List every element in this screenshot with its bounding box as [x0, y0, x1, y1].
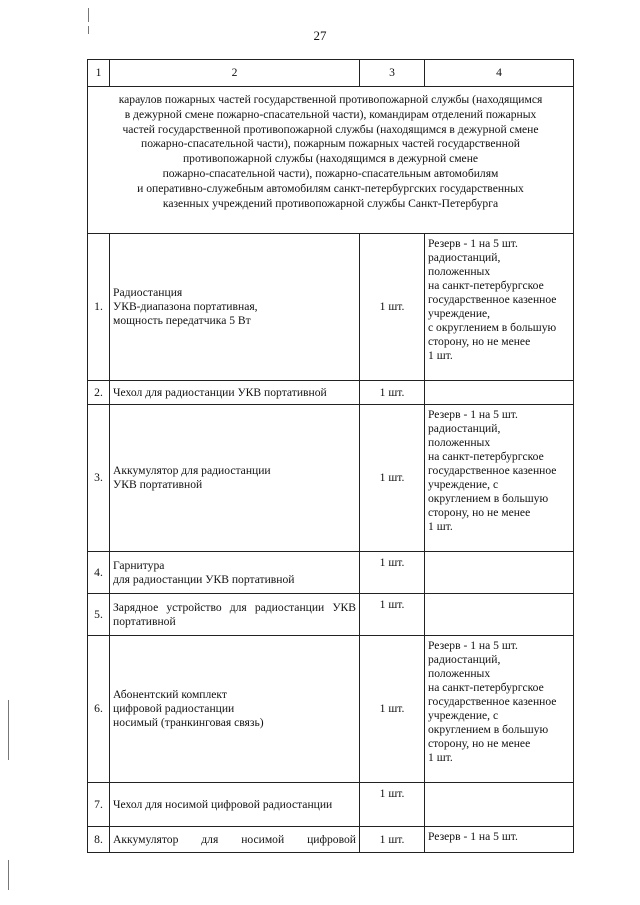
table-header-row — [88, 60, 574, 87]
table-row — [88, 827, 574, 853]
item-note — [425, 552, 574, 594]
table-row — [88, 636, 574, 783]
item-name: Радиостанция УКВ-диапазона портативная, мощность передатчика 5 Вт — [110, 234, 360, 381]
table-row — [88, 783, 574, 827]
row-number: 7. — [88, 783, 110, 827]
column-header: 4 — [425, 60, 574, 87]
item-note: Резерв - 1 на 5 шт. радиостанций, положенных на санкт-петербургское государственное казенное учреждение, с округлением в большую сторону, но не менее 1 шт. — [425, 636, 574, 783]
item-note — [425, 594, 574, 636]
column-header: 2 — [110, 60, 360, 87]
section-title-row — [88, 87, 574, 234]
row-number: 8. — [88, 827, 110, 853]
item-name: Абонентский комплект цифровой радиостанции носимый (транкинговая связь) — [110, 636, 360, 783]
row-number: 1. — [88, 234, 110, 381]
item-quantity: 1 шт. — [360, 594, 425, 636]
margin-mark — [88, 8, 89, 22]
item-name: Чехол для носимой цифровой радиостанции — [110, 783, 360, 827]
item-name: Аккумулятор для носимой цифровой — [110, 827, 360, 853]
item-note: Резерв - 1 на 5 шт. — [425, 827, 574, 853]
page-number: 27 — [313, 28, 327, 43]
table-row — [88, 405, 574, 552]
item-quantity: 1 шт. — [360, 636, 425, 783]
item-quantity: 1 шт. — [360, 234, 425, 381]
item-note: Резерв - 1 на 5 шт. радиостанций, положенных на санкт-петербургское государственное казенное учреждение, с округлением в большую сторону, но не менее 1 шт. — [425, 234, 574, 381]
row-number: 5. — [88, 594, 110, 636]
table-row — [88, 234, 574, 381]
equipment-table — [87, 59, 574, 853]
row-number: 3. — [88, 405, 110, 552]
section-title: караулов пожарных частей государственной противопожарной службы (находящимся в дежурной смене пожарно-спасательной части), командирам отделений пожарных частей государственной противопожарной службы (находящимся в дежурной смене пожарно-спасательной части), пожарным пожарных частей государственной противопожарной службы (находящимся в дежурной смене пожарно-спасательной части), пожарно-спасательным автомобилям и оперативно-служебным автомобилям санкт-петербургских государственных казенных учреждений противопожарной службы Санкт-Петербурга — [88, 87, 574, 234]
item-quantity: 1 шт. — [360, 552, 425, 594]
item-quantity: 1 шт. — [360, 827, 425, 853]
item-name: Зарядное устройство для радиостанции УКВ портативной — [110, 594, 360, 636]
item-note — [425, 381, 574, 405]
item-quantity: 1 шт. — [360, 405, 425, 552]
item-name: Гарнитура для радиостанции УКВ портативной — [110, 552, 360, 594]
margin-mark — [8, 860, 9, 890]
item-name: Чехол для радиостанции УКВ портативной — [110, 381, 360, 405]
margin-mark — [88, 26, 89, 34]
row-number: 2. — [88, 381, 110, 405]
row-number: 6. — [88, 636, 110, 783]
item-note: Резерв - 1 на 5 шт. радиостанций, положенных на санкт-петербургское государственное казенное учреждение, с округлением в большую сторону, но не менее 1 шт. — [425, 405, 574, 552]
item-quantity: 1 шт. — [360, 783, 425, 827]
margin-mark — [8, 700, 9, 760]
item-note — [425, 783, 574, 827]
row-number: 4. — [88, 552, 110, 594]
table-row — [88, 594, 574, 636]
table-row — [88, 552, 574, 594]
column-header: 1 — [88, 60, 110, 87]
item-quantity: 1 шт. — [360, 381, 425, 405]
item-name: Аккумулятор для радиостанции УКВ портативной — [110, 405, 360, 552]
column-header: 3 — [360, 60, 425, 87]
table-row — [88, 381, 574, 405]
